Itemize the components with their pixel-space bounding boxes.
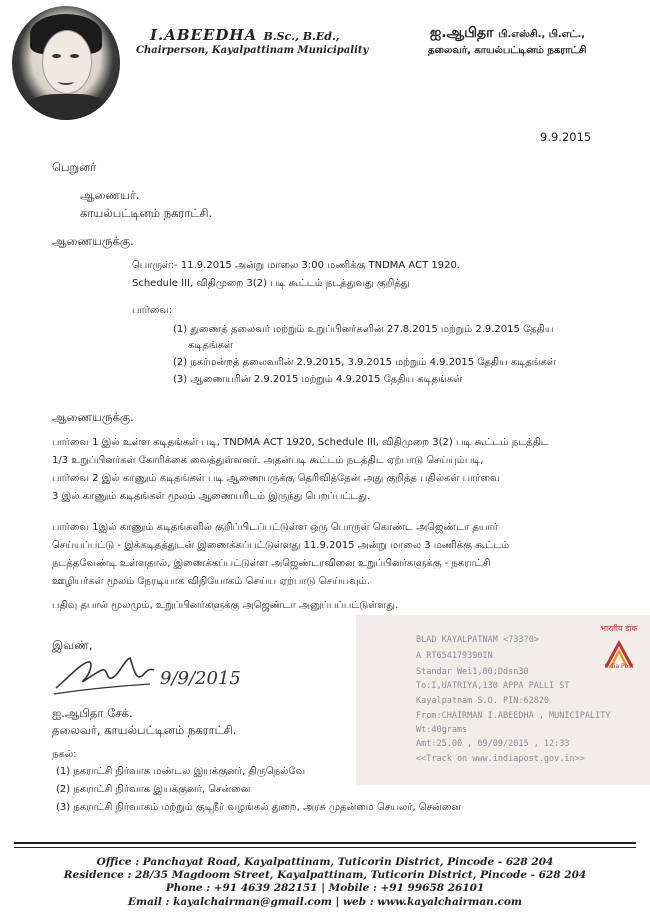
paragraph-2-line: நடத்தவேண்டி உள்ளதால், இணைக்கப்பட்டுள்ள அஜெண்டாவினை உறுப்பினர்களுக்கு - நகராட்சி [52,558,491,569]
copy-item: (3) நகராட்சி நிர்வாகம் மற்றும் குடிநீர் வழங்கல் துறை, அரசு முதன்மை செயலர், சென்னை [56,802,461,813]
handwritten-signature [50,650,260,700]
paragraph-3: பதிவு தபால் மூலமும், உறுப்பினர்களுக்கு அஜெண்டா அனுப்பப்பட்டுள்ளது. [52,600,399,611]
paragraph-2-line: செய்யப்பட்டு - இக்கடிதத்துடன் இணைக்கப்பட்டுள்ளது 11.9.2015 அன்று மாலை 3 மணிக்கு கூட்டம் [52,540,510,551]
chairperson-photo [12,6,120,120]
signatory-name: ஐ.ஆபிதா சேக். [52,706,133,720]
closing: இவண், [52,638,93,652]
references-label: பார்வை: [132,305,173,316]
salutation: ஆணையருக்கு. [52,234,134,248]
receipt-line: Kayalpatnam S.O. PIN:62820 [416,696,550,706]
footer-email-web: Email : kayalchairman@gmail.com | web : www.kayalchairman.com [128,896,522,908]
letterhead-name-ta: ஐ.ஆபிதா பி.எஸ்சி., பி.எட்., [430,25,585,41]
recipient-label: பெறுனர் [52,160,97,174]
paragraph-2-line: ஊழியர்கள் மூலம் நேரடியாக விநியோகம் செய்ய ஏற்பாடு செய்யவும். [52,576,370,587]
footer-rule [14,842,636,844]
receipt-line: BLAD KAYALPATNAM <733?0> [416,635,539,645]
subject-line-1: பொருள்:- 11.9.2015 அன்று மாலை 3:00 மணிக்கு TNDMA ACT 1920. [132,260,460,271]
paragraph-1-line: பார்வை 1 இல் உள்ள கடிதங்கள் படி, TNDMA ACT 1920, Schedule III, விதிமுறை 3(2) படி கூட்டம் நடத்திட [52,437,549,448]
receipt-line: From:CHAIRMAN I.ABEEDHA , MUNICIPALITY [416,711,611,721]
receipt-line: Standar Wei1,00;Ddsn30 [416,667,529,677]
paragraph-1-line: 3 இல் காணும் கடிதங்கள் மூலம் ஆணையரிடம் இருந்து பெறப்பட்டது. [52,491,371,502]
footer-rule-thin [14,847,636,848]
reference-item: (1) துணைத் தலைவர் மற்றும் உறுப்பினர்களின் 27.8.2015 மற்றும் 2.9.2015 தேதிய [173,324,554,335]
svg-text:9/9/2015: 9/9/2015 [160,668,241,689]
paragraph-1-line: 1/3 உறுப்பினர்கள் கோரிக்கை வைத்துள்ளனர். அதன்படி கூட்டம் நடத்திட ஏற்பாடு செய்யும்படி, [52,455,484,466]
postal-receipt [356,615,650,785]
reference-item: (3) ஆணையரின் 2.9.2015 மற்றும் 4.9.2015 தேதிய கடிதங்கள் [173,374,463,385]
receipt-line: To:I,UATRIYA,130 APPA PALLI ST [416,681,570,691]
copy-item: (1) நகராட்சி நிர்வாக மண்டல இயக்குனர், திருநெல்வே [56,766,306,777]
footer-phone: Phone : +91 4639 282151 | Mobile : +91 99658 26101 [165,882,485,894]
receipt-line: <<Track on www.indiapost.gov.in>> [416,754,585,764]
signatory-title: தலைவர், காயல்பட்டினம் நகராட்சி. [52,723,237,737]
receipt-line: A RT654179390IN [416,651,493,661]
copy-label: நகல்: [52,749,77,760]
footer-office: Office : Panchayat Road, Kayalpattinam, Tuticorin District, Pincode - 628 204 [96,856,554,868]
recipient-title: ஆணையர். [80,188,140,202]
letterhead-role-en: Chairperson, Kayalpattinam Municipality [136,45,369,56]
india-post-stamp: भारतीय डाक India Post [600,624,638,670]
letterhead-role-ta: தலைவர், காயல்பட்டினம் நகராட்சி [428,45,587,56]
salutation-2: ஆணையருக்கு. [52,410,134,424]
paragraph-2-line: பார்வை 1இல் காணும் கடிதங்களில் குறிப்பிடப்பட்டுள்ள ஒரு பொருள் கொண்ட அஜெண்டா தயார் [52,522,498,533]
letter-date: 9.9.2015 [540,130,592,144]
copy-item: (2) நகராட்சி நிர்வாக இயக்குனர், சென்னை [56,784,251,795]
subject-line-2: Schedule III, விதிமுறை 3(2) படி கூட்டம் நடத்துவது குறித்து [132,278,410,289]
receipt-line: Wt:40grams [416,725,468,735]
reference-item: (2) நகர்மன்றத் தலைவரின் 2.9.2015, 3.9.2015 மற்றும் 4.9.2015 தேதிய கடிதங்கள் [173,357,556,368]
letterhead-name-en: I.ABEEDHA B.Sc., B.Ed., [150,26,340,44]
footer-residence: Residence : 28/35 Magdoom Street, Kayalpattinam, Tuticorin District, Pincode - 628 204 [63,869,587,881]
reference-item-cont: கடிதங்கள் [188,340,234,351]
receipt-line: Amt:25.00 , 09/09/2015 , 12:33 [416,739,570,749]
recipient-office: காயல்பட்டினம் நகராட்சி. [80,206,213,220]
paragraph-1-line: பார்வை 2 இல் காணும் கடிதங்கள் படி ஆணையருக்கு தெரிவித்தேன் அது குறித்த பதில்கள் பார்வை [52,473,500,484]
